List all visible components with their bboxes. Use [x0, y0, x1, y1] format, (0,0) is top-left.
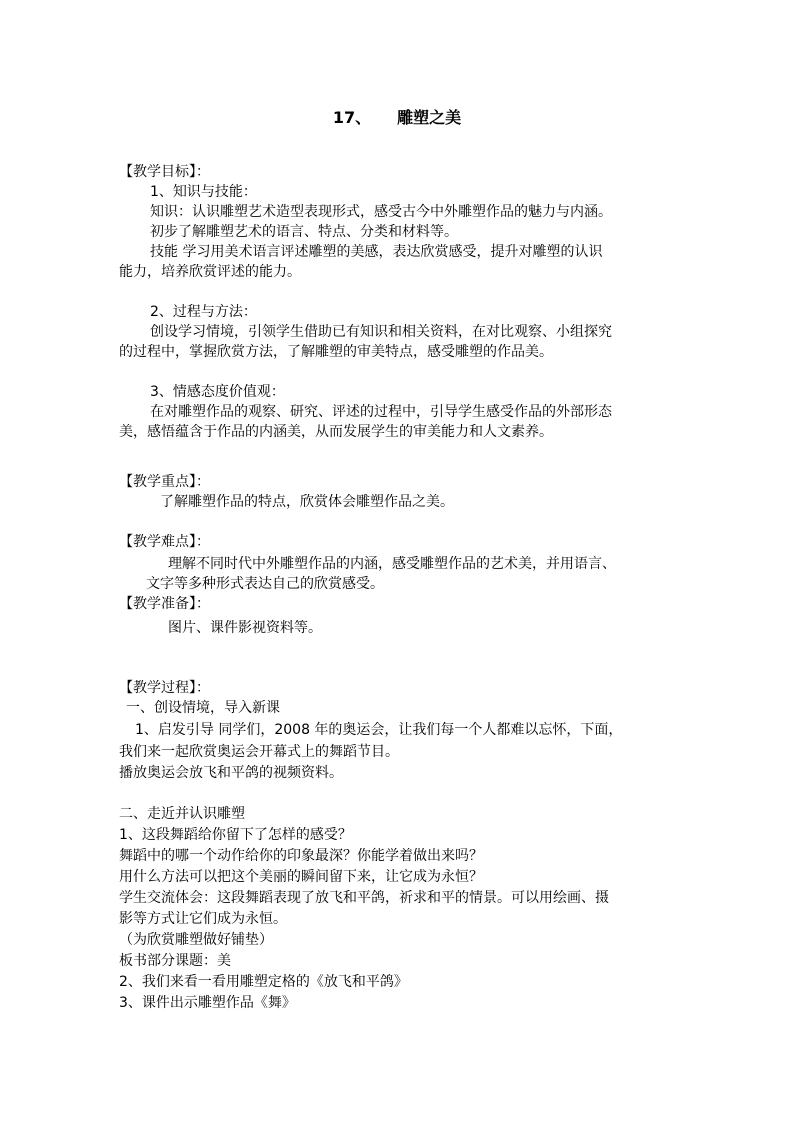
goals-s1-heading: 1、知识与技能：: [150, 184, 257, 200]
goals-s1-p2-line2: 能力，培养欣赏评述的能力。: [119, 264, 301, 280]
goals-heading: 【教学目标】：: [119, 164, 210, 180]
process-part2-line1: 1、这段舞蹈给你留下了怎样的感受？: [119, 827, 352, 843]
goals-s1-p1-line1: 知识：认识雕塑艺术造型表现形式，感受古今中外雕塑作品的魅力与内涵。: [150, 204, 612, 220]
process-heading: 【教学过程】：: [119, 680, 210, 696]
process-part2-heading: 二、走近并认识雕塑: [119, 806, 245, 822]
keypoints-line1: 了解雕塑作品的特点，欣赏体会雕塑作品之美。: [160, 494, 454, 510]
process-part1-heading: 一、创设情境，导入新课: [126, 700, 280, 716]
goals-s1-p1-line2: 初步了解雕塑艺术的语言、特点、分类和材料等。: [150, 224, 458, 240]
process-part2-line8: 2、我们来看一看用雕塑定格的《放飞和平鸽》: [119, 974, 408, 990]
goals-s3-line1: 在对雕塑作品的观察、研究、评述的过程中，引导学生感受作品的外部形态: [150, 404, 612, 420]
page-title: [0, 107, 794, 129]
preparation-heading: 【教学准备】：: [119, 596, 210, 612]
process-part1-line3: 播放奥运会放飞和平鸽的视频资料。: [119, 765, 343, 781]
goals-s3-heading: 3、情感态度价值观：: [150, 384, 285, 400]
process-part2-line3: 用什么方法可以把这个美丽的瞬间留下来，让它成为永恒？: [119, 869, 483, 885]
goals-s2-line2: 的过程中，掌握欣赏方法，了解雕塑的审美特点，感受雕塑的作品美。: [119, 344, 553, 360]
goals-s2-heading: 2、过程与方法：: [150, 304, 257, 320]
process-part2-line9: 3、课件出示雕塑作品《舞》: [119, 995, 296, 1011]
process-part1-line1: 1、启发引导 同学们，2008 年的奥运会，让我们每一个人都难以忘怀，下面，: [135, 722, 623, 738]
difficulties-line1: 理解不同时代中外雕塑作品的内涵，感受雕塑作品的艺术美，并用语言、: [168, 556, 616, 572]
goals-s1-p2-line1: 技能 学习用美术语言评述雕塑的美感，表达欣赏感受，提升对雕塑的认识: [150, 244, 603, 260]
process-part2-line4: 学生交流体会：这段舞蹈表现了放飞和平鸽，祈求和平的情景。可以用绘画、摄: [119, 890, 609, 906]
title-number: 17、: [332, 108, 372, 127]
process-part1-line2: 我们来一起欣赏奥运会开幕式上的舞蹈节目。: [119, 744, 399, 760]
process-part2-line6: （为欣赏雕塑做好铺垫）: [119, 932, 273, 948]
goals-s3-line2: 美，感悟蕴含于作品的内涵美，从而发展学生的审美能力和人文素养。: [119, 424, 553, 440]
difficulties-line2: 文字等多种形式表达自己的欣赏感受。: [146, 576, 384, 592]
process-part2-line7: 板书部分课题：美: [119, 953, 231, 969]
difficulties-heading: 【教学难点】：: [119, 534, 210, 550]
title-text: 雕塑之美: [397, 108, 462, 127]
process-part2-line5: 影等方式让它们成为永恒。: [119, 911, 287, 927]
preparation-line1: 图片、课件影视资料等。: [168, 620, 322, 636]
keypoints-heading: 【教学重点】：: [119, 474, 210, 490]
process-part2-line2: 舞蹈中的哪一个动作给你的印象最深？你能学着做出来吗？: [119, 848, 483, 864]
goals-s2-line1: 创设学习情境，引领学生借助已有知识和相关资料，在对比观察、小组探究: [150, 324, 612, 340]
